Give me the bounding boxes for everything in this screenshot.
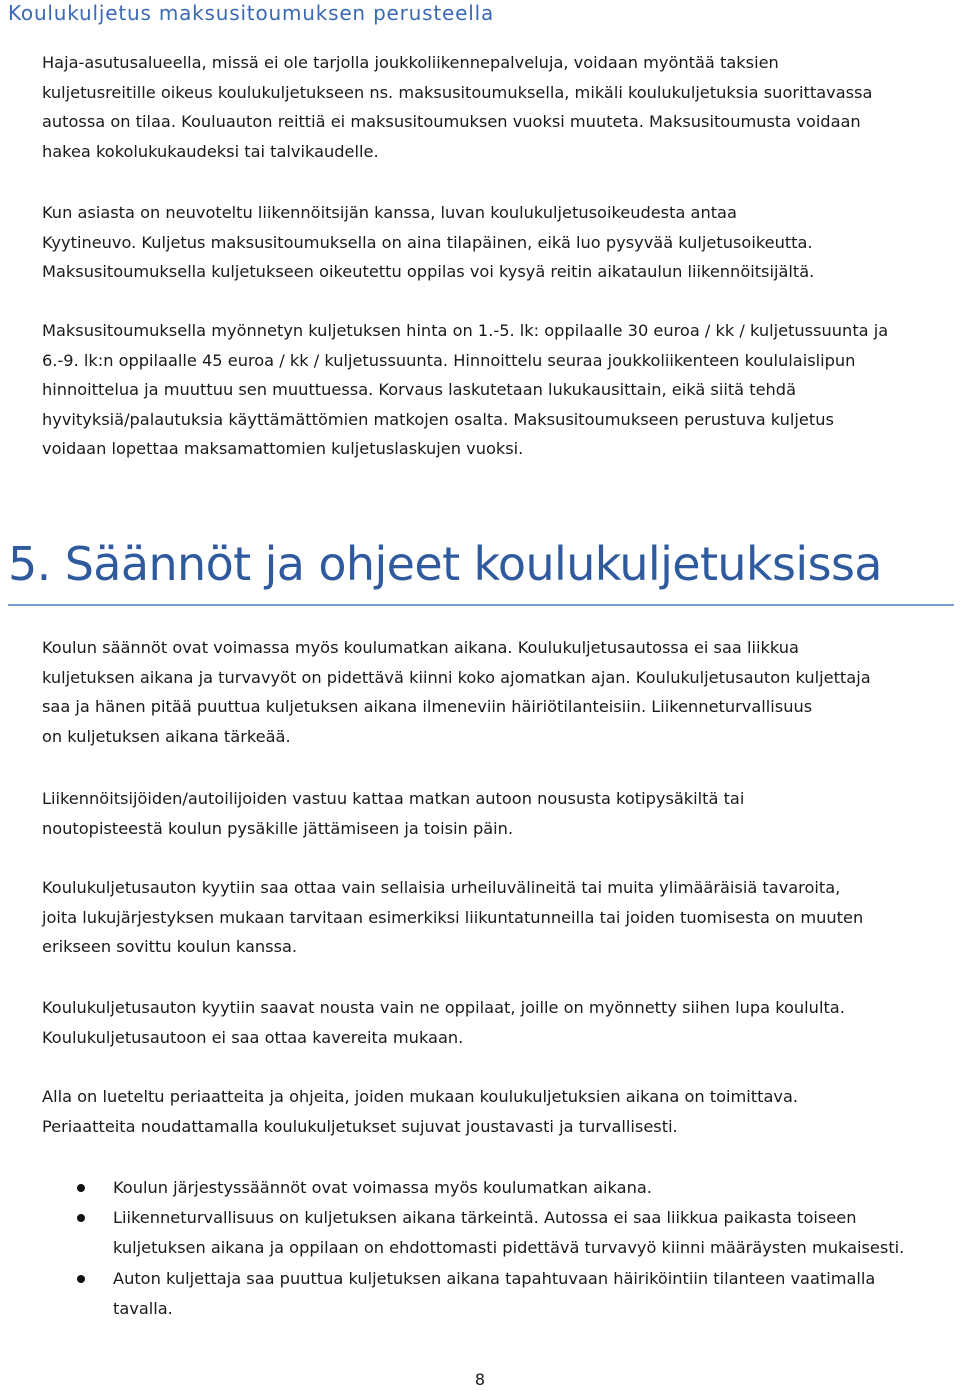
text-line: saa ja hänen pitää puuttua kuljetuksen aikana ilmeneviin häiriötilanteisiin. Liikenneturvallisuus (42, 697, 813, 717)
bullet-icon (77, 1275, 85, 1283)
text-line: Liikennöitsijöiden/autoilijoiden vastuu kattaa matkan autoon noususta kotipysäkiltä tai (42, 789, 745, 808)
text-line: Koulukuljetusauton kyytiin saavat nousta vain ne oppilaat, joille on myönnetty siihen lupa koululta. (42, 998, 845, 1017)
page-number: 8 (474, 1370, 486, 1389)
text-line: hakea kokolukukaudeksi tai talvikaudelle. (42, 141, 379, 161)
text-line: Haja-asutusalueella, missä ei ole tarjolla joukkoliikennepalveluja, voidaan myöntää taksien (42, 53, 779, 72)
text-line: hinnoittelua ja muuttuu sen muuttuessa. Korvaus laskutetaan lukukausittain, eikä siitä tehdä (42, 380, 796, 400)
list-item-text (113, 1264, 875, 1324)
text-line: voidaan lopettaa maksamattomien kuljetuslaskujen vuoksi. (42, 439, 524, 459)
section-heading-text: 5. Säännöt ja ohjeet koulukuljetuksissa (8, 537, 882, 591)
section-heading (8, 532, 954, 606)
text-line: 6.-9. lk:n oppilaalle 45 euroa / kk / kuljetussuunta. Hinnoittelu seuraa joukkoliikenteen koululaislipun (42, 350, 856, 370)
paragraph-saannot (42, 633, 954, 751)
text-line: kuljetusreitille oikeus koulukuljetukseen ns. maksusitoumuksella, mikäli koulukuljetuksia suorittavassa (42, 82, 873, 102)
text-line: Kun asiasta on neuvoteltu liikennöitsijän kanssa, luvan koulukuljetusoikeudesta antaa (42, 203, 737, 222)
paragraph-maksusitoumus-intro (42, 48, 954, 166)
text-line: autossa on tilaa. Kouluauton reittiä ei maksusitoumuksen vuoksi muuteta. Maksusitoumusta voidaan (42, 112, 861, 132)
text-line: tavalla. (113, 1299, 173, 1318)
text-line: Koulun säännöt ovat voimassa myös koulumatkan aikana. Koulukuljetusautossa ei saa liikkua (42, 638, 799, 657)
paragraph-tavarat (42, 873, 954, 962)
text-line: Kyytineuvo. Kuljetus maksusitoumuksella on aina tilapäinen, eikä luo pysyvää kuljetusoikeutta. (42, 232, 813, 252)
paragraph-kyytiin-nousu (42, 993, 954, 1052)
bullet-icon (77, 1184, 85, 1192)
list-item-text (113, 1203, 904, 1263)
paragraph-periaatteet (42, 1082, 954, 1141)
text-line: Maksusitoumuksella myönnetyn kuljetuksen hinta on 1.-5. lk: oppilaalle 30 euroa / kk / kuljetussuunta ja (42, 321, 889, 340)
subsection-title: Koulukuljetus maksusitoumuksen perusteella (8, 1, 495, 25)
text-line: hyvityksiä/palautuksia käyttämättömien matkojen osalta. Maksusitoumukseen perustuva kuljetus (42, 409, 834, 429)
text-line: Auton kuljettaja saa puuttua kuljetuksen aikana tapahtuvaan häiriköintiin tilanteen vaatimalla (113, 1269, 876, 1288)
paragraph-kyytineuvo (42, 198, 954, 287)
text-line: kuljetuksen aikana ja oppilaan on ehdottomasti pidettävä turvavyö kiinni määräysten mukaisesti. (113, 1238, 905, 1257)
text-line: Koulukuljetusauton kyytiin saa ottaa vain sellaisia urheiluvälineitä tai muita ylimääräisiä tavaroita, (42, 878, 841, 897)
text-line: Koulun järjestyssäännöt ovat voimassa myös koulumatkan aikana. (113, 1178, 652, 1197)
text-line: Periaatteita noudattamalla koulukuljetukset sujuvat joustavasti ja turvallisesti. (42, 1116, 678, 1136)
paragraph-vastuu (42, 784, 954, 843)
text-line: kuljetuksen aikana ja turvavyöt on pidettävä kiinni koko ajomatkan ajan. Koulukuljetusauton kuljettaja (42, 667, 871, 687)
text-line: Liikenneturvallisuus on kuljetuksen aikana tärkeintä. Autossa ei saa liikkua paikasta toiseen (113, 1208, 857, 1227)
text-line: erikseen sovittu koulun kanssa. (42, 937, 298, 957)
text-line: on kuljetuksen aikana tärkeää. (42, 726, 291, 746)
list-item-text (113, 1173, 652, 1203)
paragraph-hinta (42, 316, 954, 464)
text-line: Maksusitoumuksella kuljetukseen oikeutettu oppilas voi kysyä reitin aikataulun liikennöitsijältä. (42, 262, 815, 282)
text-line: Koulukuljetusautoon ei saa ottaa kavereita mukaan. (42, 1027, 464, 1047)
text-line: noutopisteestä koulun pysäkille jättämiseen ja toisin päin. (42, 818, 514, 838)
text-line: Alla on lueteltu periaatteita ja ohjeita, joiden mukaan koulukuljetuksien aikana on toimittava. (42, 1087, 799, 1106)
text-line: joita lukujärjestyksen mukaan tarvitaan esimerkiksi liikuntatunneilla tai joiden tuomisesta on muuten (42, 907, 864, 927)
bullet-icon (77, 1214, 85, 1222)
